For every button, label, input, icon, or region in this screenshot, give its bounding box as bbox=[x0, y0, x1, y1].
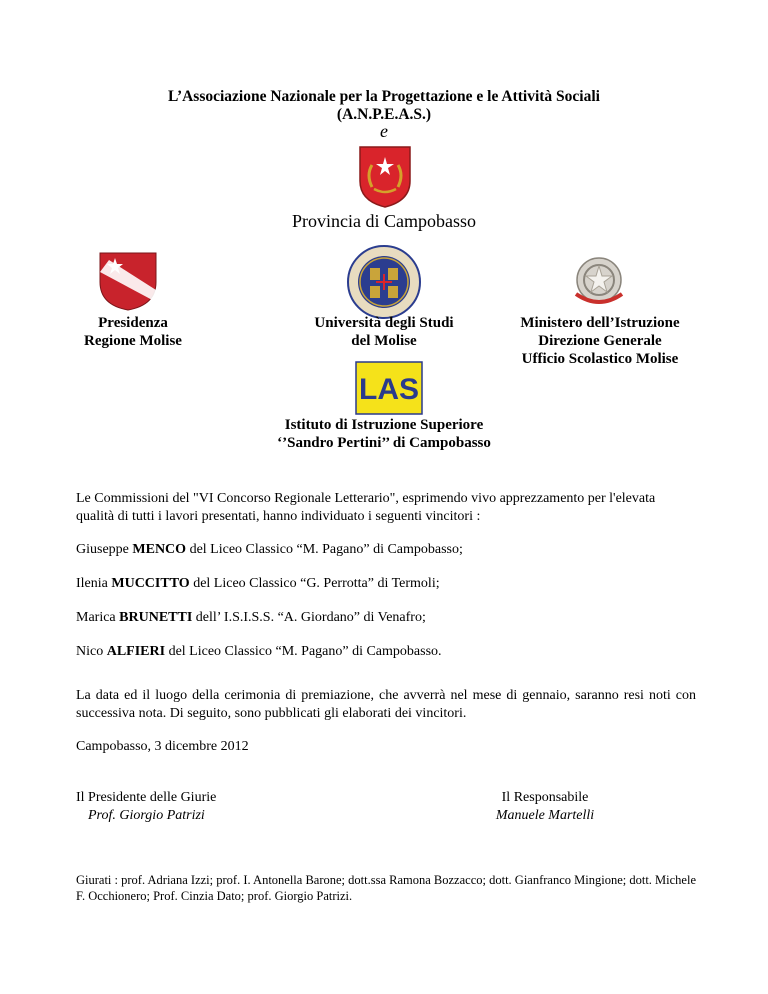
svg-text:LAS: LAS bbox=[359, 373, 419, 406]
ministero-emblem-icon bbox=[566, 252, 632, 312]
winner-item: Marica BRUNETTI dell’ I.S.I.S.S. “A. Giordano” di Venafro; bbox=[76, 610, 426, 625]
provincia-emblem-icon bbox=[356, 143, 414, 209]
jury-list: Giurati : prof. Adriana Izzi; prof. I. Antonella Barone; dott.ssa Ramona Bozzacco; dott. Gianfranco Mingione; dott. Michele F. Occhionero; Prof. Cinzia Dato; prof. Giorgio Patrizi. bbox=[76, 873, 696, 903]
association-name: L’Associazione Nazionale per la Progettazione e le Attività Sociali bbox=[168, 88, 600, 105]
signature-left: Il Presidente delle Giurie Prof. Giorgio Patrizi bbox=[76, 790, 217, 823]
provincia-label: Provincia di Campobasso bbox=[292, 211, 476, 231]
universita-molise-seal-icon bbox=[346, 244, 422, 320]
winner-item: Giuseppe MENCO del Liceo Classico “M. Pagano” di Campobasso; bbox=[76, 542, 463, 557]
istituto-name: Istituto di Istruzione Superiore ‘’Sandro Pertini’’ di Campobasso bbox=[277, 417, 491, 451]
partner-universita: Università degli Studi del Molise bbox=[314, 315, 454, 349]
intro-paragraph: Le Commissioni del "VI Concorso Regionale Letterario", esprimendo vivo apprezzamento per l'elevata qualità di tutti i lavori presentati, hanno individuato i seguenti vincitori : bbox=[76, 491, 656, 524]
winners-list bbox=[76, 541, 696, 661]
place-date: Campobasso, 3 dicembre 2012 bbox=[76, 739, 249, 754]
association-acronym: (A.N.P.E.A.S.) bbox=[336, 106, 432, 123]
partner-regione: Presidenza Regione Molise bbox=[84, 315, 182, 349]
regione-molise-logo-icon bbox=[97, 250, 159, 312]
conjunction-e: e bbox=[380, 121, 388, 141]
partner-ministero: Ministero dell’Istruzione Direzione Generale Ufficio Scolastico Molise bbox=[520, 315, 680, 367]
winner-item: Nico ALFIERI del Liceo Classico “M. Pagano” di Campobasso. bbox=[76, 644, 442, 659]
signature-right: Il Responsabile Manuele Martelli bbox=[495, 790, 595, 823]
association-title bbox=[0, 88, 768, 124]
istituto-logo-icon bbox=[355, 361, 423, 415]
ceremony-paragraph: La data ed il luogo della cerimonia di premiazione, che avverrà nel mese di gennaio, saranno resi noti con successiva nota. Di seguito, sono pubblicati gli elaborati dei vincitori. bbox=[76, 688, 696, 721]
winner-item: Ilenia MUCCITTO del Liceo Classico “G. Perrotta” di Termoli; bbox=[76, 576, 440, 591]
